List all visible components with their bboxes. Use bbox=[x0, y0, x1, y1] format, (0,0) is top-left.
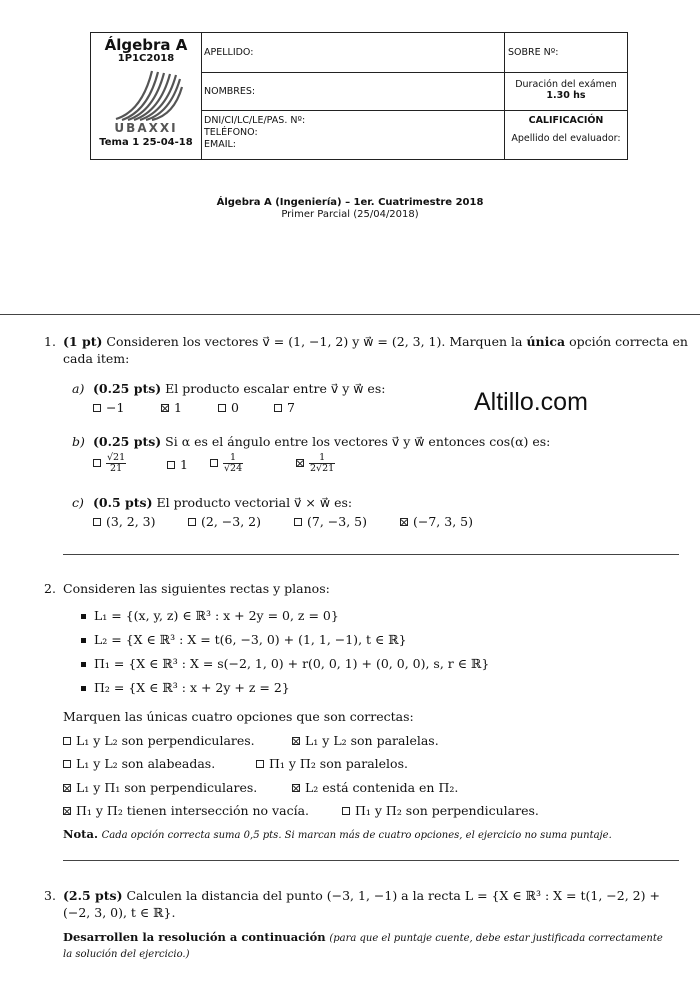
sobre-field[interactable] bbox=[505, 33, 627, 73]
checkbox[interactable] bbox=[218, 404, 226, 412]
checkbox-checked[interactable] bbox=[292, 784, 300, 792]
q1c-option-1[interactable] bbox=[93, 514, 156, 529]
option-label: 0 bbox=[231, 400, 239, 415]
q3-text-a: Calculen la distancia del punto (−3, 1, −1) a la recta L = {X ∈ ℝ³ : X = t(1, −2, 2) + bbox=[126, 888, 660, 903]
checkbox-checked[interactable] bbox=[63, 807, 71, 815]
q2-option-8[interactable] bbox=[342, 803, 539, 818]
checkbox[interactable] bbox=[93, 518, 101, 526]
q1b-label: b) bbox=[72, 434, 85, 449]
option-label: Π₁ y Π₂ tienen intersección no vacía. bbox=[76, 803, 309, 818]
dni-label: DNI/CI/LC/LE/PAS. Nº: bbox=[204, 115, 306, 126]
checkbox[interactable] bbox=[210, 459, 218, 467]
q1-number: 1. bbox=[44, 334, 56, 349]
duracion-label: Duración del exámen bbox=[515, 79, 617, 90]
nombres-label: NOMBRES: bbox=[204, 86, 256, 97]
option-label: L₁ y L₂ son alabeadas. bbox=[76, 756, 216, 771]
checkbox-checked[interactable] bbox=[161, 404, 169, 412]
checkbox[interactable] bbox=[63, 760, 71, 768]
option-label: L₂ está contenida en Π₂. bbox=[305, 780, 459, 795]
dev-note-b: la solución del ejercicio.) bbox=[63, 949, 190, 960]
option-label: 1 bbox=[174, 400, 182, 415]
bullet-icon bbox=[81, 638, 86, 643]
q1c-option-2[interactable] bbox=[188, 514, 261, 529]
q2-option-3[interactable] bbox=[63, 756, 215, 771]
checkbox[interactable] bbox=[342, 807, 350, 815]
exam-header-table bbox=[90, 32, 628, 160]
bullet-icon bbox=[81, 614, 86, 619]
evaluador-label: Apellido del evaluador: bbox=[511, 133, 621, 144]
option-label: Π₁ y Π₂ son perpendiculares. bbox=[355, 803, 539, 818]
ubaxxi-logo-icon bbox=[108, 67, 184, 121]
option-label: (3, 2, 3) bbox=[106, 514, 156, 529]
q3-number: 3. bbox=[44, 888, 56, 903]
q2-item-pi2: Π₂ = {X ∈ ℝ³ : x + 2y + z = 2} bbox=[94, 680, 290, 695]
q2-intro: Consideren las siguientes rectas y planos: bbox=[63, 581, 330, 596]
logo-cell bbox=[91, 33, 202, 159]
q2-option-5[interactable] bbox=[63, 780, 257, 795]
option-label: (2, −3, 2) bbox=[201, 514, 261, 529]
watermark: Altillo.com bbox=[474, 388, 588, 416]
checkbox-checked[interactable] bbox=[296, 459, 304, 467]
q2-instruction: Marquen las únicas cuatro opciones que son correctas: bbox=[63, 709, 414, 724]
q2-option-7[interactable] bbox=[63, 803, 309, 818]
q1c-points: (0.5 pts) bbox=[93, 495, 153, 510]
divider bbox=[0, 314, 700, 315]
nota-text: Cada opción correcta suma 0,5 pts. Si marcan más de cuatro opciones, el ejercicio no suma puntaje. bbox=[101, 830, 612, 841]
q1a-option-3[interactable] bbox=[218, 400, 239, 415]
q3-statement bbox=[63, 887, 660, 904]
q1c-option-3[interactable] bbox=[294, 514, 367, 529]
q1-intro-b: opción correcta en bbox=[569, 334, 688, 349]
checkbox-checked[interactable] bbox=[400, 518, 408, 526]
option-label: (7, −3, 5) bbox=[307, 514, 367, 529]
q1a-label: a) bbox=[72, 381, 85, 396]
q3-points: (2.5 pts) bbox=[63, 888, 123, 903]
telefono-label: TELÉFONO: bbox=[204, 127, 258, 138]
brand-name: UBAXXI bbox=[114, 121, 178, 135]
checkbox[interactable] bbox=[167, 461, 175, 469]
q2-item-l2: L₂ = {X ∈ ℝ³ : X = t(6, −3, 0) + (1, 1, −1), t ∈ ℝ} bbox=[94, 632, 407, 647]
checkbox-checked[interactable] bbox=[292, 737, 300, 745]
nombres-field[interactable] bbox=[201, 73, 505, 111]
checkbox-checked[interactable] bbox=[63, 784, 71, 792]
q1c-statement bbox=[93, 494, 352, 511]
divider bbox=[63, 860, 679, 861]
duracion-value: 1.30 hs bbox=[546, 90, 586, 101]
q1c-text: El producto vectorial v⃗ × w⃗ es: bbox=[156, 495, 353, 510]
divider bbox=[63, 554, 679, 555]
q1a-option-1[interactable] bbox=[93, 400, 124, 415]
q1b-option-1[interactable] bbox=[93, 453, 126, 474]
checkbox[interactable] bbox=[93, 459, 101, 467]
option-label: L₁ y L₂ son paralelas. bbox=[305, 733, 439, 748]
email-label: EMAIL: bbox=[204, 139, 236, 150]
option-label: L₁ y L₂ son perpendiculares. bbox=[76, 733, 255, 748]
q1b-text: Si α es el ángulo entre los vectores v⃗ y w⃗ entonces cos(α) es: bbox=[165, 434, 551, 449]
q1c-label: c) bbox=[72, 495, 84, 510]
q1a-statement bbox=[93, 380, 385, 397]
q1-points: (1 pt) bbox=[63, 334, 103, 349]
q2-number: 2. bbox=[44, 581, 56, 596]
q1a-points: (0.25 pts) bbox=[93, 381, 162, 396]
contact-field[interactable] bbox=[201, 111, 505, 159]
q2-option-1[interactable] bbox=[63, 733, 255, 748]
q2-item-l1: L₁ = {(x, y, z) ∈ ℝ³ : x + 2y = 0, z = 0} bbox=[94, 608, 339, 623]
q2-option-2[interactable] bbox=[292, 733, 439, 748]
course-title: Álgebra A bbox=[104, 36, 188, 54]
fraction: $\frac{√21}{21}$ bbox=[107, 452, 126, 474]
nota-label: Nota. bbox=[63, 827, 98, 841]
q1-intro-line bbox=[63, 333, 688, 350]
exam-tema: Tema 1 25-04-18 bbox=[99, 137, 193, 148]
q1-intro-a: Consideren los vectores v⃗ = (1, −1, 2) y w⃗ = (2, 3, 1). Marquen la bbox=[106, 334, 523, 349]
option-label: 7 bbox=[287, 400, 295, 415]
dev-label: Desarrollen la resolución a continuación bbox=[63, 930, 326, 944]
duracion-cell bbox=[505, 73, 627, 111]
q1a-option-2[interactable] bbox=[161, 400, 182, 415]
q1a-text: El producto escalar entre v⃗ y w⃗ es: bbox=[165, 381, 386, 396]
option-label: (−7, 3, 5) bbox=[413, 514, 473, 529]
q2-option-6[interactable] bbox=[292, 780, 458, 795]
checkbox[interactable] bbox=[274, 404, 282, 412]
checkbox[interactable] bbox=[93, 404, 101, 412]
option-label: L₁ y Π₁ son perpendiculares. bbox=[76, 780, 258, 795]
q2-nota bbox=[63, 826, 612, 844]
q3-dev-line bbox=[63, 929, 663, 947]
calificacion-cell[interactable] bbox=[505, 111, 627, 159]
course-code: 1P1C2018 bbox=[117, 53, 175, 64]
exam-subtitle: Primer Parcial (25/04/2018) bbox=[281, 209, 419, 220]
bullet-icon bbox=[81, 662, 86, 667]
fraction: $\frac{1}{2√21}$ bbox=[310, 452, 335, 474]
q1b-option-2[interactable] bbox=[167, 457, 188, 472]
q1a-option-4[interactable] bbox=[274, 400, 295, 415]
option-label: Π₁ y Π₂ son paralelos. bbox=[269, 756, 408, 771]
exam-title: Álgebra A (Ingeniería) – 1er. Cuatrimestre 2018 bbox=[216, 197, 484, 208]
checkbox[interactable] bbox=[188, 518, 196, 526]
calificacion-label: CALIFICACIÓN bbox=[528, 115, 604, 126]
q1-intro-c: cada item: bbox=[63, 351, 130, 366]
option-label: −1 bbox=[106, 400, 125, 415]
option-label: 1 bbox=[180, 457, 188, 472]
sobre-label: SOBRE Nº: bbox=[508, 47, 559, 58]
dev-note-a: (para que el puntaje cuente, debe estar justificada correctamente bbox=[329, 933, 663, 944]
q1-unica: única bbox=[526, 334, 566, 349]
apellido-label: APELLIDO: bbox=[204, 47, 254, 58]
checkbox[interactable] bbox=[294, 518, 302, 526]
q1b-option-3[interactable] bbox=[210, 453, 243, 474]
apellido-field[interactable] bbox=[201, 33, 505, 73]
q2-option-4[interactable] bbox=[256, 756, 408, 771]
bullet-icon bbox=[81, 686, 86, 691]
q3-text-b: (−2, 3, 0), t ∈ ℝ}. bbox=[63, 905, 176, 920]
q2-item-pi1: Π₁ = {X ∈ ℝ³ : X = s(−2, 1, 0) + r(0, 0, 1) + (0, 0, 0), s, r ∈ ℝ} bbox=[94, 656, 490, 671]
q1c-option-4[interactable] bbox=[400, 514, 473, 529]
checkbox[interactable] bbox=[256, 760, 264, 768]
q1b-option-4[interactable] bbox=[296, 453, 335, 474]
fraction: $\frac{1}{√24}$ bbox=[224, 452, 243, 474]
q1b-statement bbox=[93, 433, 550, 450]
q1b-points: (0.25 pts) bbox=[93, 434, 162, 449]
checkbox[interactable] bbox=[63, 737, 71, 745]
